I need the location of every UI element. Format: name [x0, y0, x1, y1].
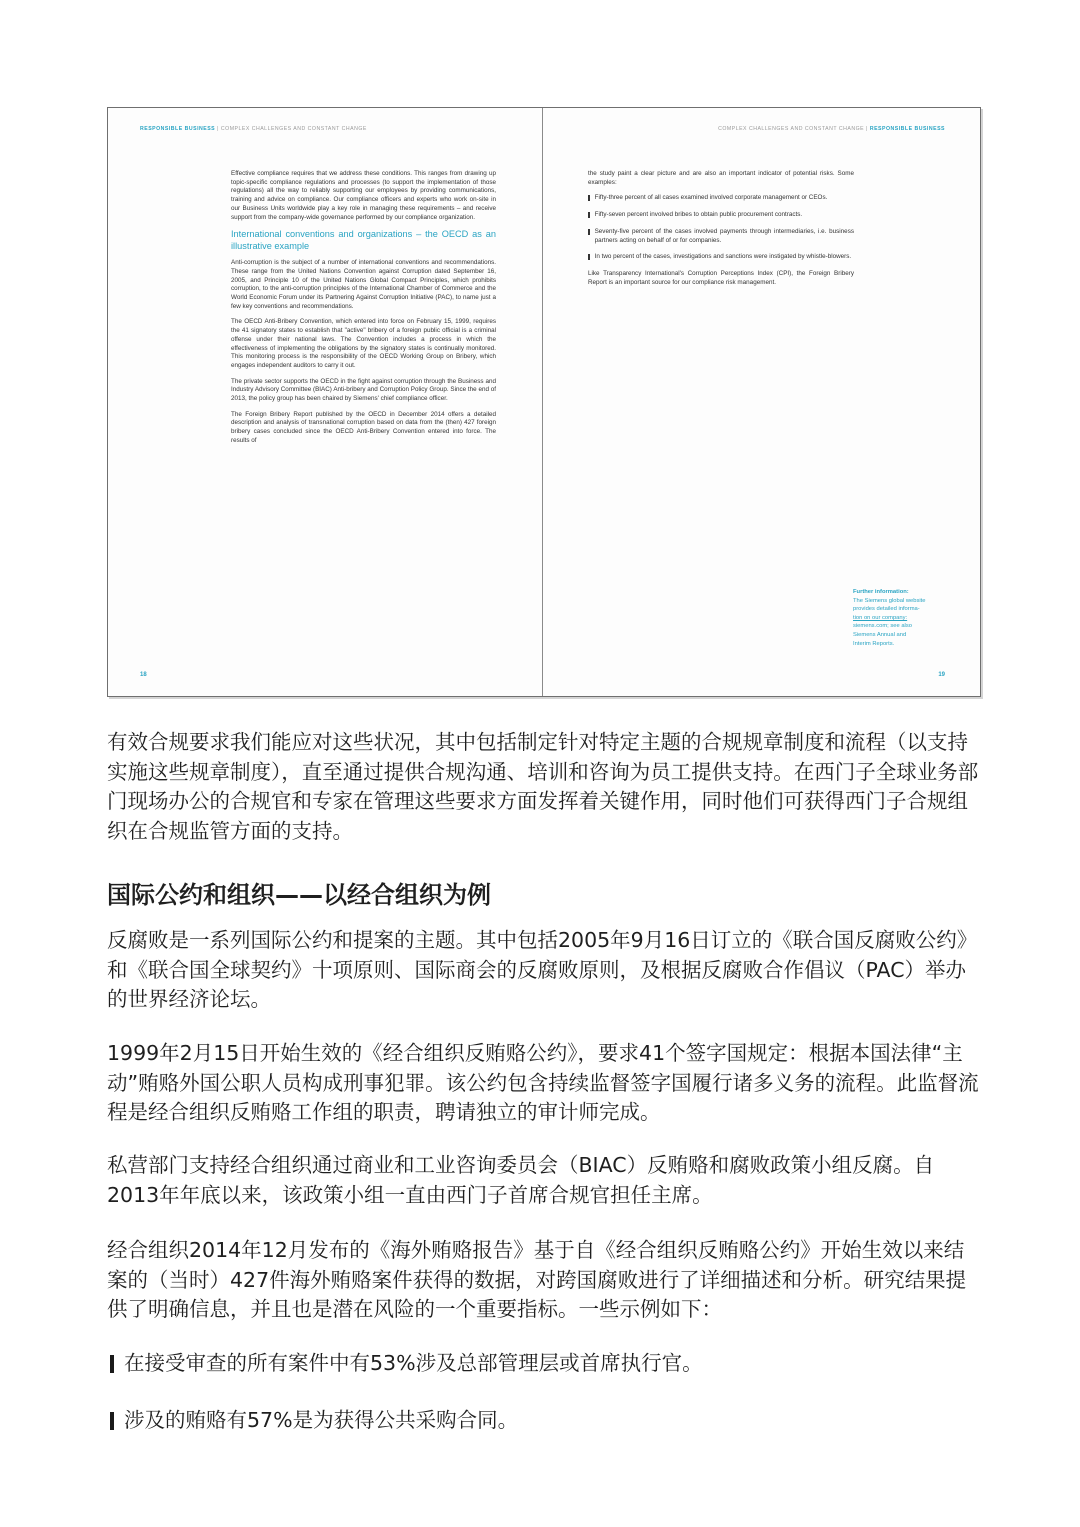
- left-running-head-accent: RESPONSIBLE BUSINESS: [140, 126, 216, 132]
- left-paragraph: The Foreign Bribery Report published by the OECD in December 2014 offers a detailed description and analysis of transnational corruption based on data from the (then) 427 foreign bribery cases concluded since the OECD Anti-Bribery Convention entered into force. The results of: [231, 410, 496, 444]
- left-paragraph: Anti-corruption is the subject of a number of international conventions and recommendations. These range from the United Nations Convention against Corruption dated September 16, 2005, and Principle 10 of the United Nations Global Compact Principles, which prohibits corruption, to the anti-corruption principles of the International Chamber of Commerce and the World Economic Forum under its Partnering Against Corruption Initiative (PAC), to name just a few key conventions and recommendations.: [231, 259, 496, 310]
- further-line: Siemens Annual and: [853, 631, 907, 638]
- right-closing: Like Transparency International's Corruption Perceptions Index (CPI), the Foreign Bribery Report is an important source for our compliance risk management.: [588, 269, 854, 286]
- further-information-heading: Further information:: [853, 589, 909, 595]
- translation-paragraph-1: 有效合规要求我们能应对这些状况，其中包括制定针对特定主题的合规规章制度和流程（以支持实施这些规章制度），直至通过提供合规沟通、培训和咨询为员工提供支持。在西门子全球业务部门现场办公的合规官和专家在管理这些要求方面发挥着关键作用，同时他们可获得西门子合规组织在合规监管方面的支持。: [107, 730, 979, 843]
- bullet-bar-icon: [588, 229, 590, 235]
- right-bullet: [588, 253, 854, 262]
- right-text-column: [588, 170, 854, 294]
- translation-paragraph-5: 经合组织2014年12月发布的《海外贿赂报告》基于自《经合组织反贿赂公约》开始生效以来结案的（当时）427件海外贿赂案件获得的数据，对跨国腐败进行了详细描述和分析。研究结果提供了明确信息，并且也是潜在风险的一个重要指标。一些示例如下：: [107, 1238, 967, 1321]
- right-bullet-text: Fifty-three percent of all cases examined involved corporate management or CEOs.: [594, 194, 828, 202]
- left-running-head-separator: |: [217, 126, 219, 132]
- translation-bullet-text: 涉及的贿赂有57%是为获得公共采购合同。: [124, 1408, 519, 1432]
- translation-bullet: [110, 1406, 970, 1436]
- right-page-number: 19: [938, 672, 945, 678]
- translation-paragraph-3: 1999年2月15日开始生效的《经合组织反贿赂公约》，要求41个签字国规定：根据本国法律“主动”贿赂外国公职人员构成刑事犯罪。该公约包含持续监督签字国履行诸多义务的流程。此监督流程是经合组织反贿赂工作组的职责，聘请独立的审计师完成。: [107, 1041, 979, 1124]
- left-paragraph: The OECD Anti-Bribery Convention, which entered into force on February 15, 1999, requires the 41 signatory states to establish that "active" bribery of a foreign public official is a criminal offense under their national laws. The Convention includes a process in which the effectiveness of implementing the obligations by the signatory states is continually monitored. This monitoring process is the responsibility of the OECD Working Group on Bribery, which engages independent auditors to carry it out.: [231, 318, 496, 369]
- further-line: provides detailed informa-: [853, 606, 920, 613]
- right-bullet-text: Seventy-five percent of the cases involved payments through intermediaries, i.e. business partners acting on behalf of or for companies.: [594, 227, 854, 244]
- right-bullet: [588, 194, 854, 203]
- right-intro: the study paint a clear picture and are also an important indicator of potential risks. Some examples:: [588, 170, 854, 186]
- translation-paragraph-4: 私营部门支持经合组织通过商业和工业咨询委员会（BIAC）反贿赂和腐败政策小组反腐。自2013年年底以来，该政策小组一直由西门子首席合规官担任主席。: [107, 1153, 935, 1207]
- further-line: siemens.com; see also: [853, 623, 912, 630]
- right-running-head-text: COMPLEX CHALLENGES AND CONSTANT CHANGE: [718, 126, 865, 132]
- further-information-box: [853, 588, 953, 648]
- right-running-head-accent: RESPONSIBLE BUSINESS: [869, 126, 945, 132]
- left-running-head: [140, 126, 367, 132]
- bullet-bar-icon: [588, 195, 590, 201]
- left-page-number: 18: [140, 672, 147, 678]
- further-line: Interim Reports.: [853, 640, 895, 647]
- translation-paragraph-2: 反腐败是一系列国际公约和提案的主题。其中包括2005年9月16日订立的《联合国反腐败公约》和《联合国全球契约》十项原则、国际商会的反腐败原则，及根据反腐败合作倡议（PAC）举办的世界经济论坛。: [107, 928, 978, 1011]
- translation-heading: 国际公约和组织——以经合组织为例: [107, 881, 491, 909]
- right-running-head-separator: |: [866, 126, 868, 132]
- right-bullet: [588, 228, 854, 245]
- right-page: [543, 108, 977, 696]
- left-section-heading: International conventions and organizations – the OECD as an illustrative example: [231, 229, 496, 251]
- left-text-column: [231, 170, 496, 453]
- translation-bullet-text: 在接受审查的所有案件中有53%涉及总部管理层或首席执行官。: [124, 1351, 703, 1375]
- right-bullet: [588, 211, 854, 220]
- right-bullet-text: Fifty-seven percent involved bribes to obtain public procurement contracts.: [594, 211, 803, 219]
- left-paragraph: The private sector supports the OECD in the fight against corruption through the Business and Industry Advisory Committee (BIAC) Anti-bribery and Corruption Policy Group. Since the end of 2013, the policy group has been chaired by Siemens' chief compliance officer.: [231, 377, 496, 403]
- translation-bullet: [110, 1349, 970, 1379]
- book-spread-image: [107, 107, 981, 697]
- bullet-bar-icon: [588, 212, 590, 218]
- further-link[interactable]: tion on our company:: [853, 614, 908, 621]
- left-running-head-text: COMPLEX CHALLENGES AND CONSTANT CHANGE: [220, 126, 367, 132]
- right-running-head: [718, 126, 945, 132]
- right-bullet-text: In two percent of the cases, investigations and sanctions were instigated by whistle-blowers.: [594, 253, 852, 261]
- bullet-bar-icon: [110, 1412, 114, 1430]
- further-line: The Siemens global website: [853, 597, 926, 604]
- bullet-bar-icon: [588, 254, 590, 260]
- bullet-bar-icon: [110, 1355, 114, 1373]
- left-page: [108, 108, 543, 696]
- left-paragraph: Effective compliance requires that we address these conditions. This ranges from drawing up topic-specific compliance regulations and processes (to support the implementation of those regulations) all the way to reliably supporting our employees by providing communications, training and advice on compliance. Our compliance officers and experts who work on-site in our Business Units worldwide play a key role in managing these requirements – and receive support from the company-wide governance performed by our compliance organization.: [231, 170, 496, 221]
